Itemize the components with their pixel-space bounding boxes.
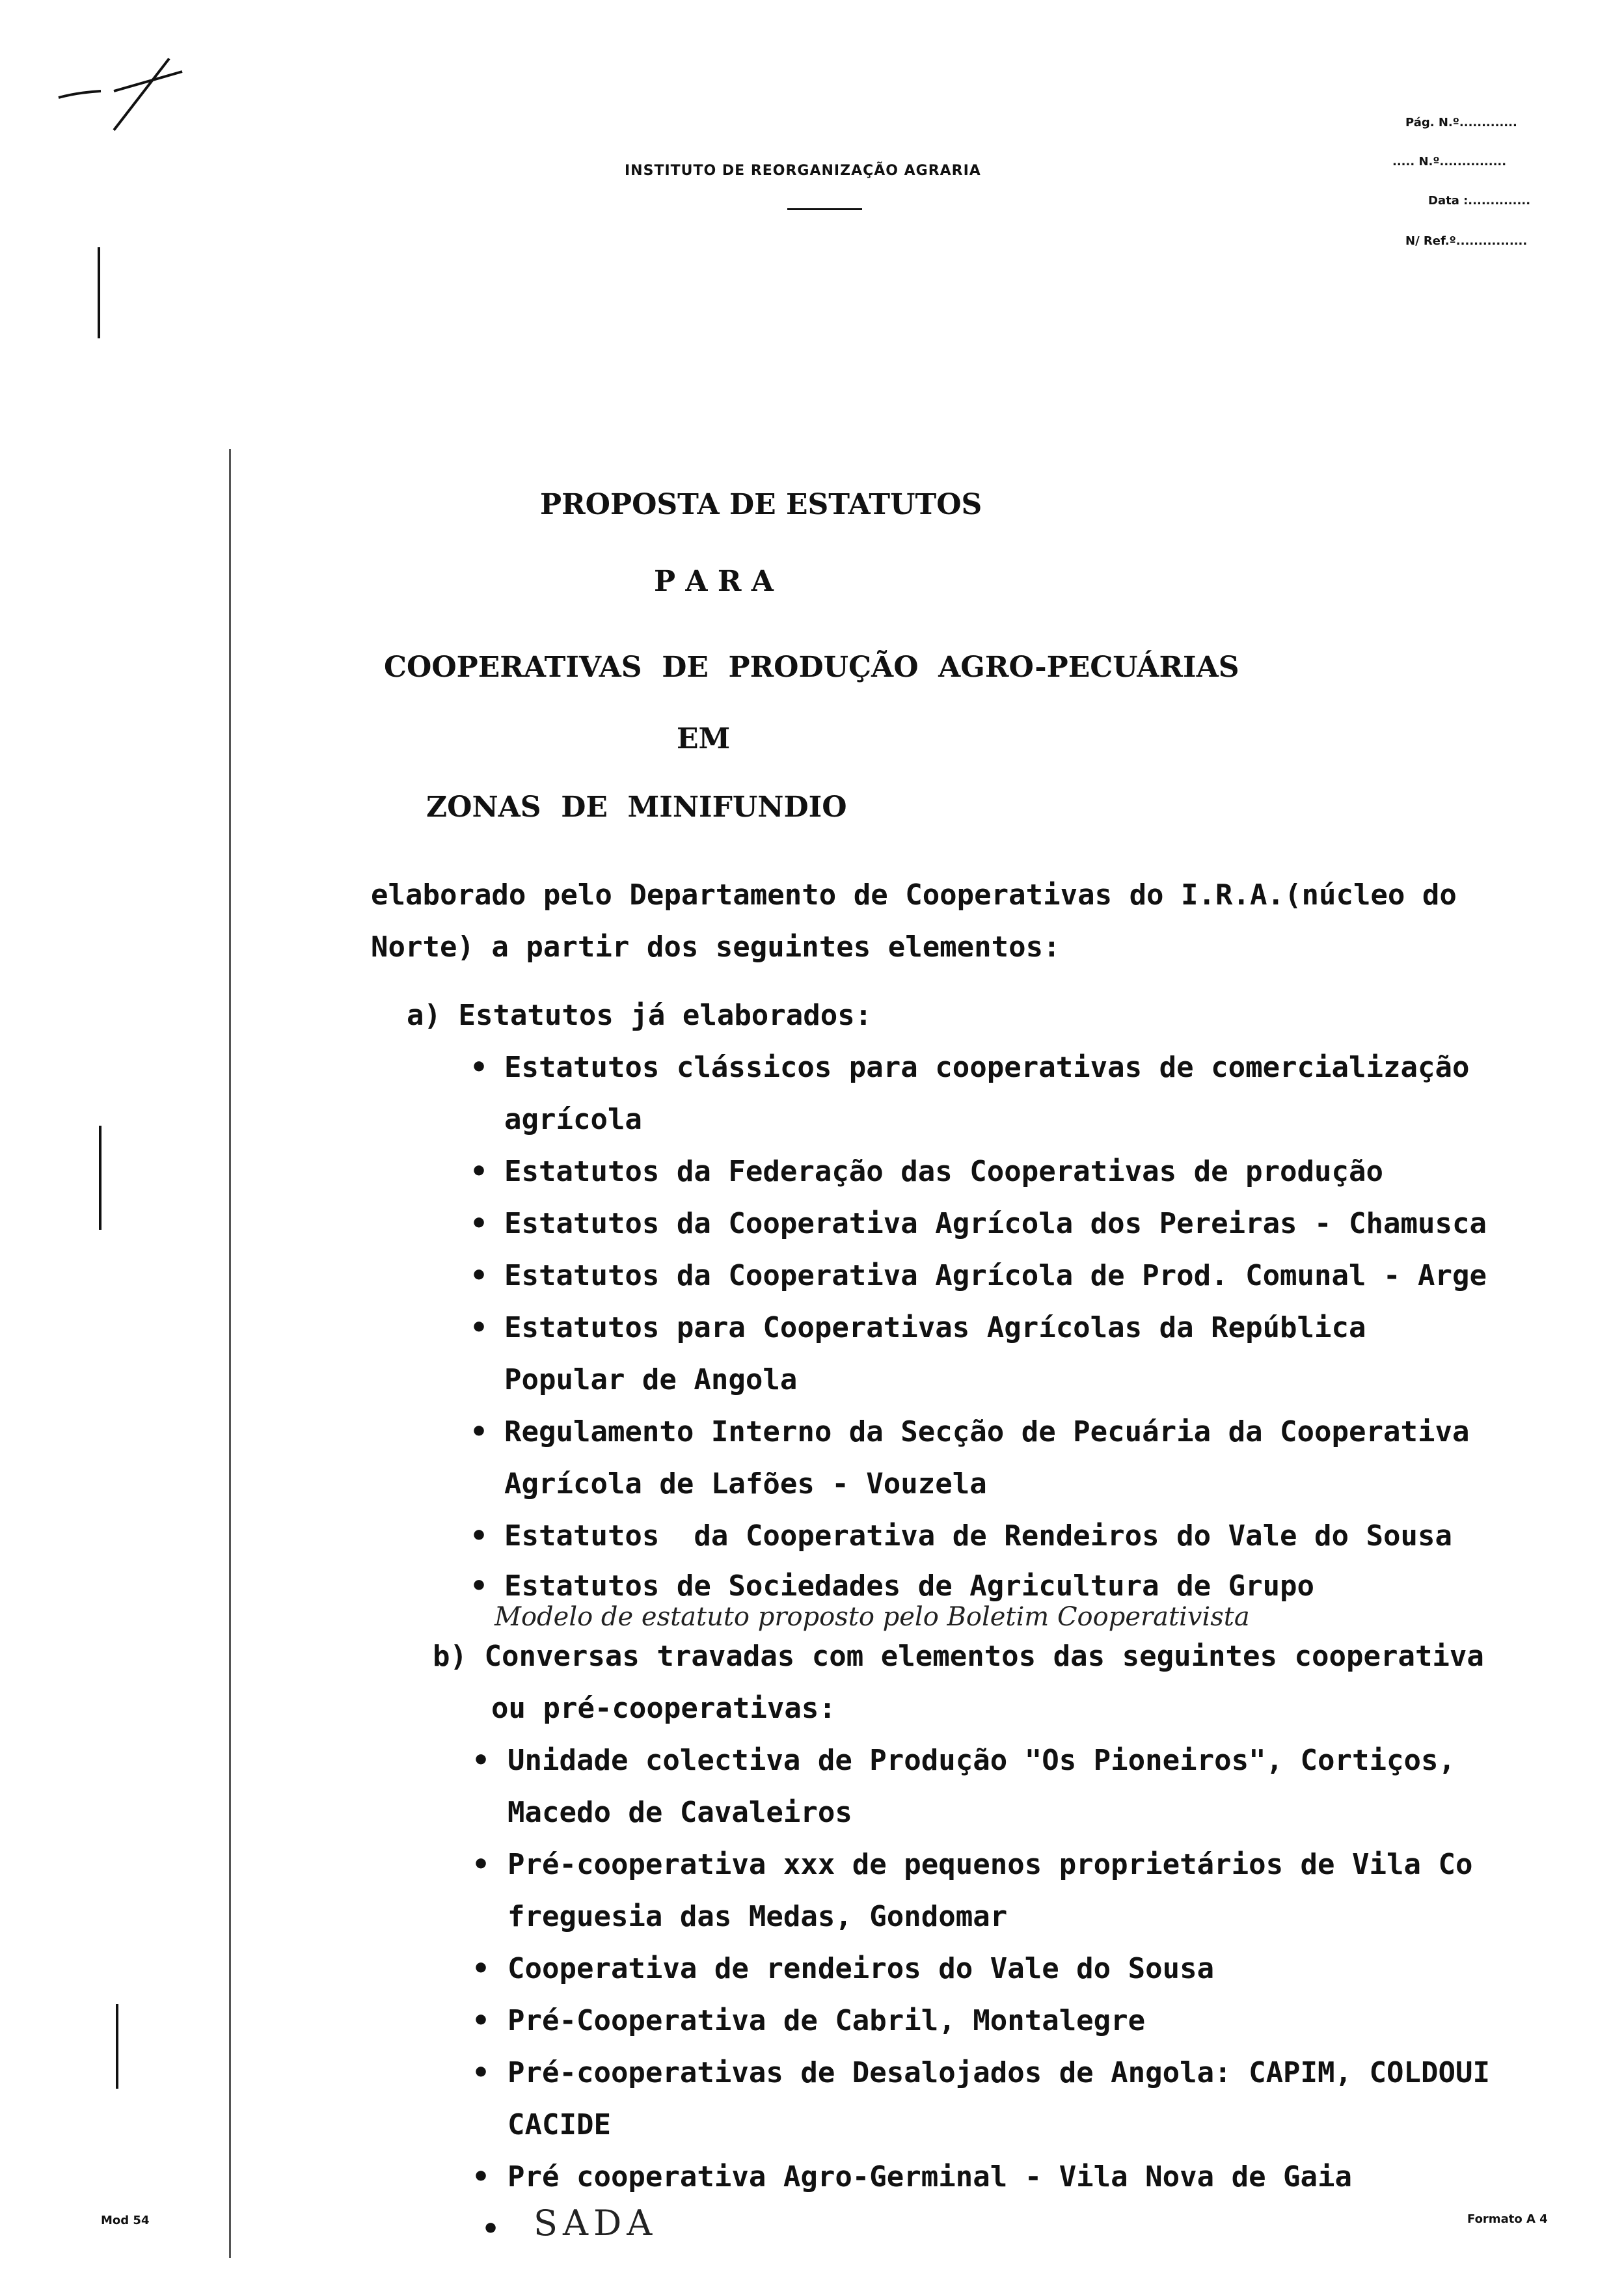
list-item: Pré-cooperativa xxx de pequenos proprietários de Vila Co xyxy=(508,1848,1473,1881)
bullet-icon: • xyxy=(472,1952,491,1985)
list-item-continued: Popular de Angola xyxy=(504,1363,798,1396)
section-a-heading: a) Estatutos já elaborados: xyxy=(407,999,873,1032)
list-item-continued: CACIDE xyxy=(508,2108,611,2141)
pen-mark-icon xyxy=(52,46,195,137)
margin-mark xyxy=(116,2004,118,2089)
title-para: P A R A xyxy=(654,565,774,598)
reference-field: N/ Ref.º................ xyxy=(1405,234,1528,248)
bullet-icon: • xyxy=(470,1569,489,1603)
bullet-icon: • xyxy=(472,2056,491,2089)
bullet-icon: • xyxy=(470,1415,489,1448)
page-number-field: Pág. N.º............. xyxy=(1405,116,1517,129)
bullet-icon: • xyxy=(470,1311,489,1344)
bullet-icon: • xyxy=(472,2160,491,2193)
list-item: Estatutos clássicos para cooperativas de comercialização xyxy=(504,1051,1470,1084)
list-item: Pré-cooperativas de Desalojados de Angola: CAPIM, COLDOUI xyxy=(508,2056,1490,2089)
intro-line: Norte) a partir dos seguintes elementos: xyxy=(371,930,1061,964)
list-item: Regulamento Interno da Secção de Pecuária da Cooperativa xyxy=(504,1415,1470,1448)
list-item: Pré-Cooperativa de Cabril, Montalegre xyxy=(508,2004,1146,2037)
list-item-continued: agrícola xyxy=(504,1103,642,1136)
bullet-icon: • xyxy=(470,1051,489,1084)
handwritten-sada: SADA xyxy=(534,2203,658,2244)
bullet-icon: • xyxy=(470,1519,489,1553)
bullet-icon: • xyxy=(472,2004,491,2037)
title-em: EM xyxy=(677,722,731,755)
margin-mark xyxy=(99,1126,102,1230)
bullet-icon: • xyxy=(470,1155,489,1188)
bullet-icon: • xyxy=(470,1259,489,1292)
list-item: Estatutos da Cooperativa de Rendeiros do Vale do Sousa xyxy=(504,1519,1452,1553)
list-item-continued: Agrícola de Lafões - Vouzela xyxy=(504,1467,987,1500)
header-divider xyxy=(787,208,862,210)
title-zonas: ZONAS DE MINIFUNDIO xyxy=(426,791,847,824)
handwritten-note: Modelo de estatuto proposto pelo Boletim Cooperativista xyxy=(494,1602,1250,1632)
format-label: Formato A 4 xyxy=(1467,2212,1548,2226)
list-item-continued: freguesia das Medas, Gondomar xyxy=(508,1900,1008,1933)
list-item: Unidade colectiva de Produção "Os Pioneiros", Cortiços, xyxy=(508,1744,1455,1777)
list-item: Estatutos da Cooperativa Agrícola dos Pereiras - Chamusca xyxy=(504,1207,1487,1240)
list-item: Cooperativa de rendeiros do Vale do Sousa xyxy=(508,1952,1215,1985)
title-cooperativas: COOPERATIVAS DE PRODUÇÃO AGRO-PECUÁRIAS xyxy=(384,651,1239,684)
bullet-icon: • xyxy=(481,2212,500,2246)
list-item: Pré cooperativa Agro-Germinal - Vila Nova de Gaia xyxy=(508,2160,1353,2193)
bullet-icon: • xyxy=(472,1744,491,1777)
bullet-icon: • xyxy=(472,1848,491,1881)
number-field: ..... N.º............... xyxy=(1392,155,1507,169)
list-item: Estatutos para Cooperativas Agrícolas da República xyxy=(504,1311,1366,1344)
intro-line: elaborado pelo Departamento de Cooperativas do I.R.A.(núcleo do xyxy=(371,878,1457,912)
section-b-heading: b) Conversas travadas com elementos das seguintes cooperativa xyxy=(433,1640,1484,1673)
institution-name: INSTITUTO DE REORGANIZAÇÃO AGRARIA xyxy=(625,163,981,179)
document-title: PROPOSTA DE ESTATUTOS xyxy=(540,488,982,521)
list-item-continued: Macedo de Cavaleiros xyxy=(508,1796,852,1829)
bullet-icon: • xyxy=(470,1207,489,1240)
list-item: Estatutos da Cooperativa Agrícola de Prod. Comunal - Arge xyxy=(504,1259,1487,1292)
date-field: Data :.............. xyxy=(1428,194,1531,208)
list-item: Estatutos de Sociedades de Agricultura de Grupo xyxy=(504,1569,1315,1603)
margin-mark xyxy=(98,247,100,338)
list-item: Estatutos da Federação das Cooperativas de produção xyxy=(504,1155,1384,1188)
page-border-line xyxy=(229,449,231,2258)
section-b-heading-continued: ou pré-cooperativas: xyxy=(491,1692,836,1725)
form-model-label: Mod 54 xyxy=(101,2214,150,2227)
